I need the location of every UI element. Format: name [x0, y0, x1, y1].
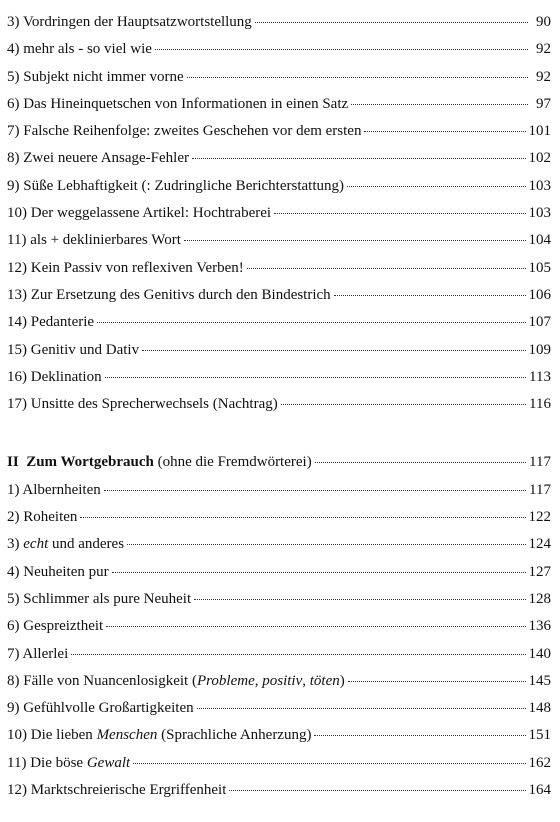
- title-emphasis: töten: [309, 672, 340, 689]
- toc-entry[interactable]: [7, 668, 551, 695]
- entry-title: 16) Deklination: [7, 368, 102, 385]
- title-text: 12) Marktschreierische Ergriffenheit: [7, 782, 227, 799]
- dot-leader: [104, 489, 526, 491]
- dot-leader: [334, 294, 526, 296]
- entry-page-number: 127: [528, 563, 551, 580]
- entry-page-number: 164: [528, 782, 551, 799]
- title-text: (Sprachliche Anherzung): [157, 727, 312, 744]
- dot-leader: [142, 349, 525, 351]
- section-page-number: 117: [529, 454, 551, 471]
- dot-leader: [255, 21, 528, 23]
- entry-title: 11) als + deklinierbares Wort: [7, 232, 181, 249]
- toc-entry[interactable]: [7, 36, 551, 63]
- title-text: 8) Fälle von Nuancenlosigkeit (: [7, 672, 197, 689]
- title-emphasis: Menschen: [96, 727, 158, 744]
- title-text: 10) Die lieben: [7, 727, 97, 744]
- entry-title: 4) mehr als - so viel wie: [7, 41, 152, 58]
- dot-leader: [229, 789, 525, 791]
- entry-page-number: 105: [528, 259, 551, 276]
- toc-entry[interactable]: [7, 64, 551, 91]
- title-text: 4) Neuheiten pur: [7, 563, 109, 580]
- entry-title: [7, 668, 345, 695]
- entry-page-number: 113: [529, 368, 551, 385]
- title-text: 9) Gefühlvolle Großartigkeiten: [7, 700, 194, 717]
- entry-page-number: 92: [536, 68, 551, 85]
- dot-leader: [364, 130, 525, 132]
- dot-leader: [348, 680, 526, 682]
- title-emphasis: Gewalt: [86, 754, 131, 771]
- title-text: 1) Albernheiten: [7, 481, 101, 498]
- entry-title: [7, 559, 109, 586]
- dot-leader: [71, 653, 525, 655]
- toc-entry[interactable]: [7, 309, 551, 336]
- title-emphasis: echt: [23, 536, 49, 553]
- dot-leader: [187, 76, 528, 78]
- title-text: und anderes: [48, 536, 125, 553]
- dot-leader: [97, 321, 525, 323]
- dot-leader: [192, 157, 525, 159]
- entry-title: 8) Zwei neuere Ansage-Fehler: [7, 150, 190, 167]
- entry-title: 9) Süße Lebhaftigkeit (: Zudringliche Berichterstattung): [7, 177, 344, 194]
- toc-entry[interactable]: [7, 391, 551, 418]
- entry-page-number: 101: [528, 123, 551, 140]
- toc-entry[interactable]: [7, 722, 551, 749]
- entry-title: [7, 641, 68, 668]
- entry-page-number: 107: [528, 314, 551, 331]
- title-text: ,: [302, 672, 310, 689]
- dot-leader: [80, 516, 525, 518]
- toc-entry[interactable]: [7, 586, 551, 613]
- entry-title: 3) Vordringen der Hauptsatzwortstellung: [7, 14, 252, 30]
- entry-page-number: 145: [528, 672, 551, 689]
- toc-entry[interactable]: [7, 504, 551, 531]
- dot-leader: [197, 707, 526, 709]
- toc-entry[interactable]: [7, 282, 551, 309]
- entry-page-number: 162: [528, 754, 551, 771]
- entry-page-number: 97: [536, 95, 551, 112]
- title-emphasis: positiv: [262, 672, 303, 689]
- entry-page-number: 103: [528, 205, 551, 222]
- title-text: 3): [7, 536, 24, 553]
- toc-entry[interactable]: [7, 364, 551, 391]
- toc-part2-list: [7, 477, 551, 805]
- entry-page-number: 148: [528, 700, 551, 717]
- entry-title: 5) Subjekt nicht immer vorne: [7, 68, 184, 85]
- dot-leader: [274, 212, 525, 214]
- entry-page-number: 106: [528, 286, 551, 303]
- toc-section-heading[interactable]: [7, 449, 551, 476]
- entry-title: [7, 695, 194, 722]
- entry-title: 13) Zur Ersetzung des Genitivs durch den Bindestrich: [7, 286, 331, 303]
- toc-entry[interactable]: [7, 777, 551, 804]
- toc-entry[interactable]: [7, 145, 551, 172]
- section-number: II: [7, 454, 19, 471]
- toc-entry[interactable]: [7, 173, 551, 200]
- entry-page-number: 151: [528, 727, 551, 744]
- title-text: 5) Schlimmer als pure Neuheit: [7, 590, 192, 607]
- title-text: 7) Allerlei: [7, 645, 69, 662]
- entry-page-number: 102: [528, 150, 551, 167]
- entry-page-number: 104: [528, 232, 551, 249]
- title-text: 6) Gespreiztheit: [7, 618, 104, 635]
- toc-entry[interactable]: [7, 337, 551, 364]
- toc-entry[interactable]: [7, 255, 551, 282]
- toc-entry[interactable]: [7, 200, 551, 227]
- entry-title: 6) Das Hineinquetschen von Informationen in einen Satz: [7, 95, 349, 112]
- entry-page-number: 90: [536, 14, 551, 30]
- entry-page-number: 136: [528, 618, 551, 635]
- entry-title: [7, 613, 103, 640]
- entry-title: [7, 504, 77, 531]
- entry-title: [7, 722, 311, 749]
- entry-title: [7, 750, 130, 777]
- title-text: ): [339, 672, 345, 689]
- section-heading-text: [7, 449, 312, 476]
- title-text: 11) Die böse: [7, 754, 87, 771]
- section-subtitle: (ohne die Fremdwörterei): [157, 454, 312, 471]
- toc-entry[interactable]: [7, 613, 551, 640]
- entry-page-number: 103: [528, 177, 551, 194]
- dot-leader: [155, 48, 528, 50]
- toc-entry[interactable]: [7, 559, 551, 586]
- title-text: 2) Roheiten: [7, 509, 78, 526]
- title-text: ,: [254, 672, 263, 689]
- dot-leader: [314, 734, 525, 736]
- toc-entry[interactable]: [7, 750, 551, 777]
- entry-page-number: 117: [529, 481, 551, 498]
- dot-leader: [194, 598, 525, 600]
- toc-entry[interactable]: [7, 531, 551, 558]
- entry-page-number: 92: [536, 41, 551, 58]
- dot-leader: [105, 376, 526, 378]
- toc-entry[interactable]: [7, 9, 551, 36]
- entry-title: 17) Unsitte des Sprecherwechsels (Nachtrag): [7, 396, 278, 413]
- entry-page-number: 128: [528, 590, 551, 607]
- entry-page-number: 124: [528, 536, 551, 553]
- entry-title: 10) Der weggelassene Artikel: Hochtraberei: [7, 205, 272, 222]
- entry-page-number: 122: [528, 509, 551, 526]
- toc-entry[interactable]: [7, 118, 551, 145]
- dot-leader: [351, 103, 528, 105]
- entry-page-number: 109: [528, 341, 551, 358]
- section-spacer: [7, 418, 551, 449]
- dot-leader: [112, 571, 526, 573]
- dot-leader: [133, 762, 525, 764]
- entry-title: [7, 531, 124, 558]
- dot-leader: [247, 267, 526, 269]
- entry-title: 14) Pedanterie: [7, 314, 95, 331]
- dot-leader: [127, 543, 525, 545]
- entry-page-number: 140: [528, 645, 551, 662]
- dot-leader: [315, 461, 526, 463]
- entry-page-number: 116: [529, 396, 551, 413]
- toc-part1-list: [7, 9, 551, 418]
- entry-title: [7, 477, 101, 504]
- dot-leader: [281, 403, 526, 405]
- entry-title: 7) Falsche Reihenfolge: zweites Geschehen vor dem ersten: [7, 123, 362, 140]
- title-emphasis: Probleme: [196, 672, 255, 689]
- entry-title: 12) Kein Passiv von reflexiven Verben!: [7, 259, 244, 276]
- entry-title: [7, 777, 226, 804]
- toc-entry[interactable]: [7, 695, 551, 722]
- dot-leader: [184, 239, 526, 241]
- dot-leader: [347, 185, 526, 187]
- toc-entry[interactable]: [7, 227, 551, 254]
- toc-entry[interactable]: [7, 477, 551, 504]
- section-title: Zum Wortgebrauch: [26, 454, 154, 471]
- entry-title: 15) Genitiv und Dativ: [7, 341, 140, 358]
- entry-title: [7, 586, 191, 613]
- toc-entry[interactable]: [7, 641, 551, 668]
- toc-entry[interactable]: [7, 91, 551, 118]
- dot-leader: [106, 625, 525, 627]
